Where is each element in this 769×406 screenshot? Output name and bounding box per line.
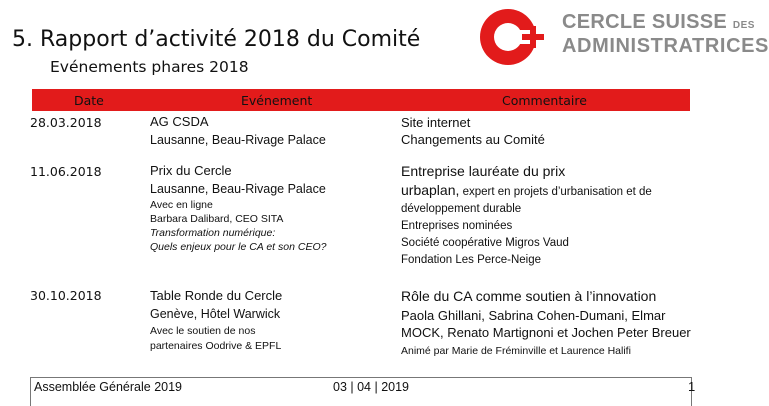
row-1-comment [401, 114, 545, 148]
logo-cross-icon [472, 5, 550, 69]
row-3-event-detail-1: Avec le soutien de nos [150, 325, 256, 337]
row-2-event-detail-2: Barbara Dalibard, CEO SITA [150, 213, 284, 225]
header-event: Evénement [241, 93, 313, 108]
logo-text [562, 12, 769, 56]
row-3-event [150, 288, 282, 354]
row-3-comment-line-1: Paola Ghillani, Sabrina Cohen-Dumani, Elmar [401, 308, 666, 323]
row-1-event-location: Lausanne, Beau-Rivage Palace [150, 133, 326, 147]
row-2-event-detail-4: Quels enjeux pour le CA et son CEO? [150, 241, 327, 253]
row-3-event-detail-2: partenaires Oodrive & EPFL [150, 340, 282, 352]
row-2-comment [401, 163, 652, 269]
organization-logo [462, 3, 769, 67]
logo-line-2: ADMINISTRATRICES [562, 35, 769, 57]
row-1-event [150, 114, 326, 147]
logo-line-1-main: CERCLE SUISSE [562, 11, 733, 33]
row-1-comment-line-1: Site internet [401, 115, 471, 130]
row-3-date: 30.10.2018 [30, 288, 102, 303]
row-2-event [150, 163, 326, 254]
row-2-event-detail-1: Avec en ligne [150, 199, 213, 211]
row-2-comment-company: urbaplan, [401, 182, 460, 198]
table-header [32, 89, 690, 111]
row-2-date: 11.06.2018 [30, 164, 102, 179]
row-2-event-location: Lausanne, Beau-Rivage Palace [150, 182, 326, 196]
row-2-comment-company-line [401, 182, 652, 201]
slide-subtitle: Evénements phares 2018 [50, 58, 249, 76]
row-2-comment-line-1: développement durable [401, 203, 522, 215]
row-2-comment-company-desc: expert en projets d’urbanisation et de [459, 186, 652, 198]
row-1-event-title: AG CSDA [150, 114, 209, 129]
row-2-comment-lead: Entreprise lauréate du prix [401, 163, 566, 179]
header-date: Date [74, 93, 104, 108]
row-2-event-title: Prix du Cercle [150, 163, 232, 178]
slide-title: 5. Rapport d’activité 2018 du Comité [12, 27, 421, 52]
row-2-event-detail-3: Transformation numérique: [150, 227, 276, 239]
footer-date: 03 | 04 | 2019 [333, 380, 410, 394]
page-number: 1 [688, 379, 696, 394]
row-2-comment-line-3: Société coopérative Migros Vaud [401, 237, 569, 249]
logo-line-1-small: DES [732, 20, 755, 31]
logo-line-1 [562, 12, 769, 32]
row-3-comment-anim: Animé par Marie de Fréminville et Laurence Halifi [401, 345, 631, 357]
footer-event-name: Assemblée Générale 2019 [34, 380, 183, 394]
row-3-comment [401, 288, 691, 360]
row-3-event-location: Genève, Hôtel Warwick [150, 307, 281, 321]
row-3-comment-lead: Rôle du CA comme soutien à l’innovation [401, 288, 657, 304]
row-1-comment-line-2: Changements au Comité [401, 132, 545, 147]
row-3-event-title: Table Ronde du Cercle [150, 288, 283, 303]
row-1-date: 28.03.2018 [30, 115, 102, 130]
row-3-comment-line-2: MOCK, Renato Martignoni et Jochen Peter Breuer [401, 325, 691, 340]
header-comment: Commentaire [502, 93, 587, 108]
row-2-comment-line-4: Fondation Les Perce-Neige [401, 254, 541, 266]
row-2-comment-line-2: Entreprises nominées [401, 220, 513, 232]
